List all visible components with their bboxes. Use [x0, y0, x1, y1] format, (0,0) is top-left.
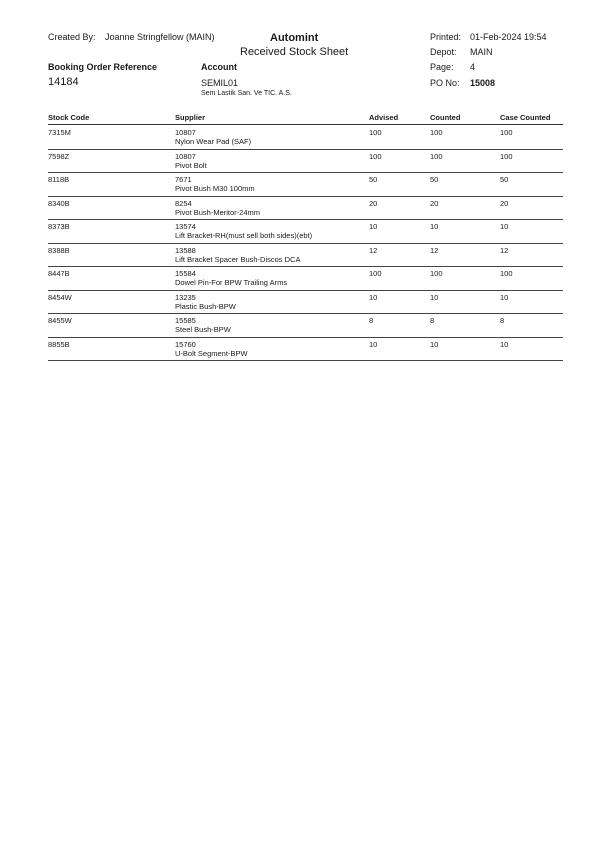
col-header-supplier: Supplier — [175, 113, 206, 122]
counted-qty: 10 — [430, 222, 439, 231]
table-row — [48, 338, 563, 362]
sheet-title: Received Stock Sheet — [240, 46, 349, 58]
col-header-advised: Advised — [369, 113, 399, 122]
counted-qty: 8 — [430, 316, 435, 325]
depot-label: Depot: — [430, 47, 457, 57]
item-description: Steel Bush-BPW — [175, 325, 231, 334]
stock-code: 8855B — [48, 339, 70, 349]
case-counted-qty: 100 — [500, 128, 513, 137]
case-counted-qty: 100 — [500, 151, 513, 161]
advised-qty: 10 — [369, 292, 378, 302]
table-row — [48, 220, 563, 244]
table-row — [48, 173, 563, 197]
printed-value: 01-Feb-2024 19:54 — [470, 32, 547, 42]
page-label: Page: — [430, 62, 454, 72]
stock-code: 8373B — [48, 222, 70, 231]
advised-qty: 12 — [369, 245, 378, 255]
depot-value: MAIN — [470, 47, 493, 57]
stock-code: 8388B — [48, 245, 70, 255]
item-description: Lift Bracket Spacer Bush-Discos DCA — [175, 254, 301, 264]
created-by-value: Joanne Stringfellow (MAIN) — [105, 32, 215, 42]
stock-code: 8455W — [48, 316, 72, 325]
item-description: Pivot Bush-Meritor-24mm — [175, 207, 261, 217]
case-counted-qty: 50 — [500, 175, 509, 184]
stock-code: 8118B — [48, 175, 70, 184]
supplier-code: 15585 — [175, 316, 196, 325]
page-value: 4 — [470, 62, 476, 72]
stock-code: 7315M — [48, 128, 71, 137]
counted-qty: 20 — [430, 198, 439, 208]
stock-code: 8447B — [48, 269, 70, 278]
case-counted-qty: 100 — [500, 269, 513, 278]
col-header-stock-code: Stock Code — [48, 113, 90, 122]
advised-qty: 8 — [369, 316, 374, 325]
stock-code: 7598Z — [48, 151, 70, 161]
stock-table-body — [48, 126, 563, 361]
case-counted-qty: 10 — [500, 222, 509, 231]
stock-code: 8340B — [48, 198, 70, 208]
account-label: Account — [201, 62, 237, 72]
table-row — [48, 291, 563, 315]
supplier-code: 13574 — [175, 222, 196, 231]
counted-qty: 50 — [430, 175, 439, 184]
item-description: U-Bolt Segment-BPW — [175, 348, 248, 358]
case-counted-qty: 10 — [500, 339, 509, 349]
table-row — [48, 314, 563, 338]
counted-qty: 100 — [430, 128, 443, 137]
account-name: Sem Lastik San. Ve TIC. A.S. — [201, 90, 292, 97]
table-row — [48, 267, 563, 291]
counted-qty: 12 — [430, 245, 439, 255]
case-counted-qty: 12 — [500, 245, 509, 255]
account-code: SEMIL01 — [201, 78, 239, 88]
supplier-code: 10807 — [175, 128, 196, 137]
advised-qty: 10 — [369, 339, 378, 349]
table-row — [48, 197, 563, 221]
col-header-counted: Counted — [430, 113, 461, 122]
table-row — [48, 126, 563, 150]
supplier-code: 10807 — [175, 151, 196, 161]
supplier-code: 13235 — [175, 292, 196, 302]
advised-qty: 100 — [369, 269, 382, 278]
created-by-label: Created By: — [48, 32, 96, 42]
advised-qty: 20 — [369, 198, 378, 208]
advised-qty: 50 — [369, 175, 378, 184]
supplier-code: 13588 — [175, 245, 196, 255]
table-row — [48, 244, 563, 268]
case-counted-qty: 8 — [500, 316, 505, 325]
counted-qty: 10 — [430, 339, 439, 349]
supplier-code: 15760 — [175, 339, 196, 349]
item-description: Plastic Bush-BPW — [175, 301, 236, 311]
item-description: Nylon Wear Pad (SAF) — [175, 137, 252, 146]
item-description: Pivot Bolt — [175, 160, 207, 170]
counted-qty: 100 — [430, 151, 443, 161]
printed-label: Printed: — [430, 32, 462, 42]
header-divider — [48, 124, 563, 125]
item-description: Dowel Pin-For BPW Trailing Arms — [175, 278, 288, 287]
case-counted-qty: 20 — [500, 198, 509, 208]
item-description: Pivot Bush M30 100mm — [175, 184, 255, 193]
counted-qty: 10 — [430, 292, 439, 302]
advised-qty: 10 — [369, 222, 378, 231]
counted-qty: 100 — [430, 269, 443, 278]
stock-code: 8454W — [48, 292, 72, 302]
booking-ref-label: Booking Order Reference — [48, 62, 158, 72]
col-header-case-counted: Case Counted — [500, 113, 551, 122]
supplier-code: 7671 — [175, 175, 192, 184]
booking-ref-value: 14184 — [48, 76, 79, 88]
company-name: Automint — [270, 32, 319, 44]
advised-qty: 100 — [369, 151, 382, 161]
po-label: PO No: — [430, 78, 460, 88]
case-counted-qty: 10 — [500, 292, 509, 302]
supplier-code: 15584 — [175, 269, 196, 278]
table-row — [48, 150, 563, 174]
supplier-code: 8254 — [175, 198, 192, 208]
po-value: 15008 — [470, 78, 496, 88]
advised-qty: 100 — [369, 128, 382, 137]
item-description: Lift Bracket-RH(must sell both sides)(ebt) — [175, 231, 313, 240]
table-header — [48, 113, 563, 124]
